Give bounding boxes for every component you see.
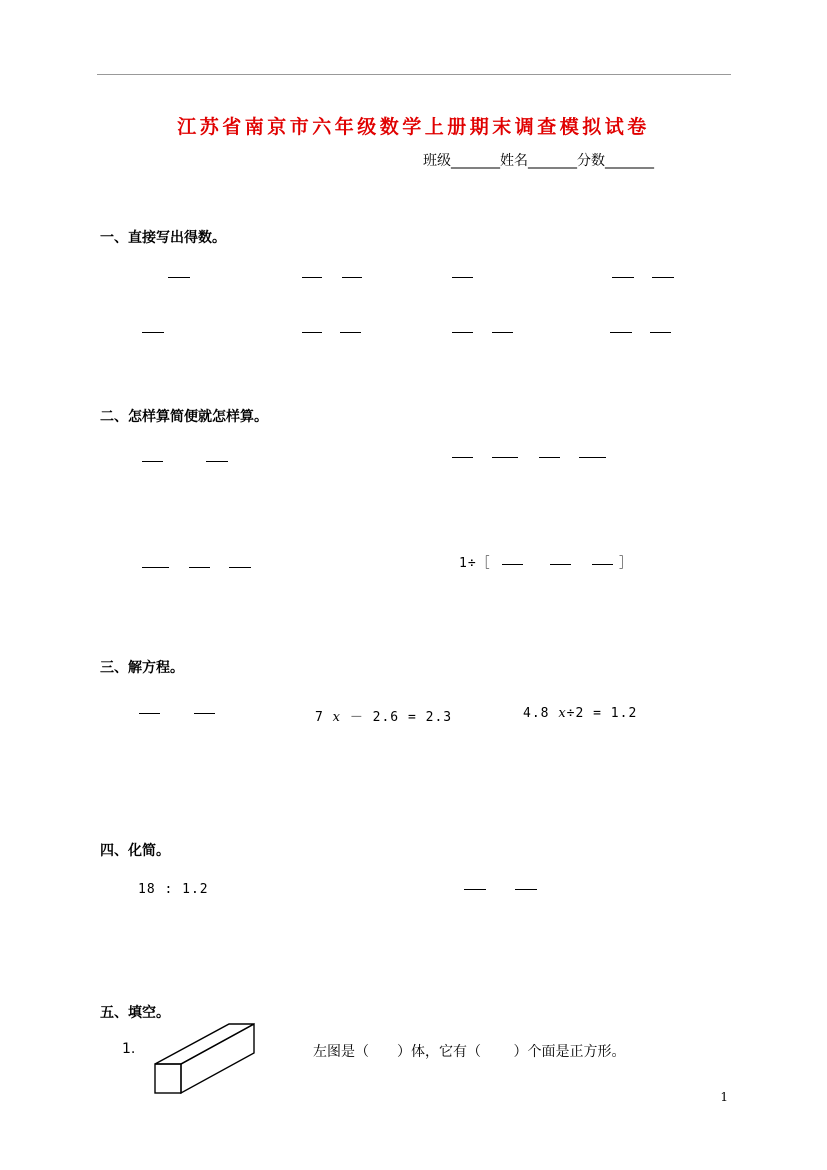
fraction-bar: [492, 332, 513, 333]
variable: x: [332, 710, 341, 725]
fraction-bar: [610, 332, 632, 333]
ratio-expression: 18 : 1.2: [138, 882, 209, 897]
fraction-bar: [539, 457, 560, 458]
page-title: 江苏省南京市六年级数学上册期末调查模拟试卷: [177, 116, 650, 138]
section-1-heading: 一、直接写出得数。: [100, 230, 226, 246]
fraction-bar: [142, 332, 164, 333]
section-4-heading: 四、化简。: [100, 843, 170, 859]
question-number: 1.: [122, 1041, 136, 1057]
fraction-bar: [189, 567, 210, 568]
coefficient: 7: [315, 710, 324, 725]
fraction-bar: [612, 277, 634, 278]
equation-2: [315, 706, 452, 725]
fraction-bar: [550, 564, 571, 565]
fraction-bar: [650, 332, 671, 333]
fraction-bar: [652, 277, 674, 278]
equation-rest: ÷2 = 1.2: [566, 706, 638, 721]
fraction-bar: [515, 889, 537, 890]
fraction-bar: [452, 332, 473, 333]
expression-prefix: 1÷［: [459, 556, 491, 571]
fraction-bar: [492, 457, 518, 458]
fill-question-1: 左图是（ ）体，它有（ ）个面是正方形。: [313, 1044, 626, 1060]
page-number: 1: [720, 1090, 728, 1104]
fraction-bar: [194, 713, 215, 714]
fraction-bar: [452, 277, 473, 278]
fraction-bar: [592, 564, 613, 565]
fraction-bar: [452, 457, 473, 458]
cuboid-top-face: [155, 1024, 254, 1064]
header-rule: [97, 74, 731, 75]
section-2-heading: 二、怎样算简便就怎样算。: [100, 409, 268, 425]
fraction-bar: [464, 889, 486, 890]
expression-suffix: ］: [619, 556, 634, 571]
fraction-bar: [168, 277, 190, 278]
cuboid-front-face: [155, 1064, 181, 1093]
fraction-bar: [229, 567, 251, 568]
fraction-bar: [302, 332, 322, 333]
cuboid-figure: [150, 1018, 260, 1098]
section-5-heading: 五、填空。: [100, 1005, 170, 1021]
fraction-bar: [142, 567, 169, 568]
section-3-heading: 三、解方程。: [100, 660, 184, 676]
fraction-bar: [139, 713, 160, 714]
fraction-bar: [206, 461, 228, 462]
variable: x: [558, 706, 567, 721]
coefficient: 4.8: [523, 706, 550, 721]
fraction-bar: [340, 332, 361, 333]
equation-3: [523, 706, 637, 721]
fraction-bar: [579, 457, 606, 458]
fraction-bar: [342, 277, 362, 278]
fraction-bar: [302, 277, 322, 278]
equation-rest: － 2.6 = 2.3: [349, 710, 453, 725]
fraction-bar: [502, 564, 523, 565]
cuboid-side-face: [181, 1024, 254, 1093]
student-info-line: 班级_______姓名_______分数_______: [423, 153, 654, 169]
fraction-bar: [142, 461, 163, 462]
